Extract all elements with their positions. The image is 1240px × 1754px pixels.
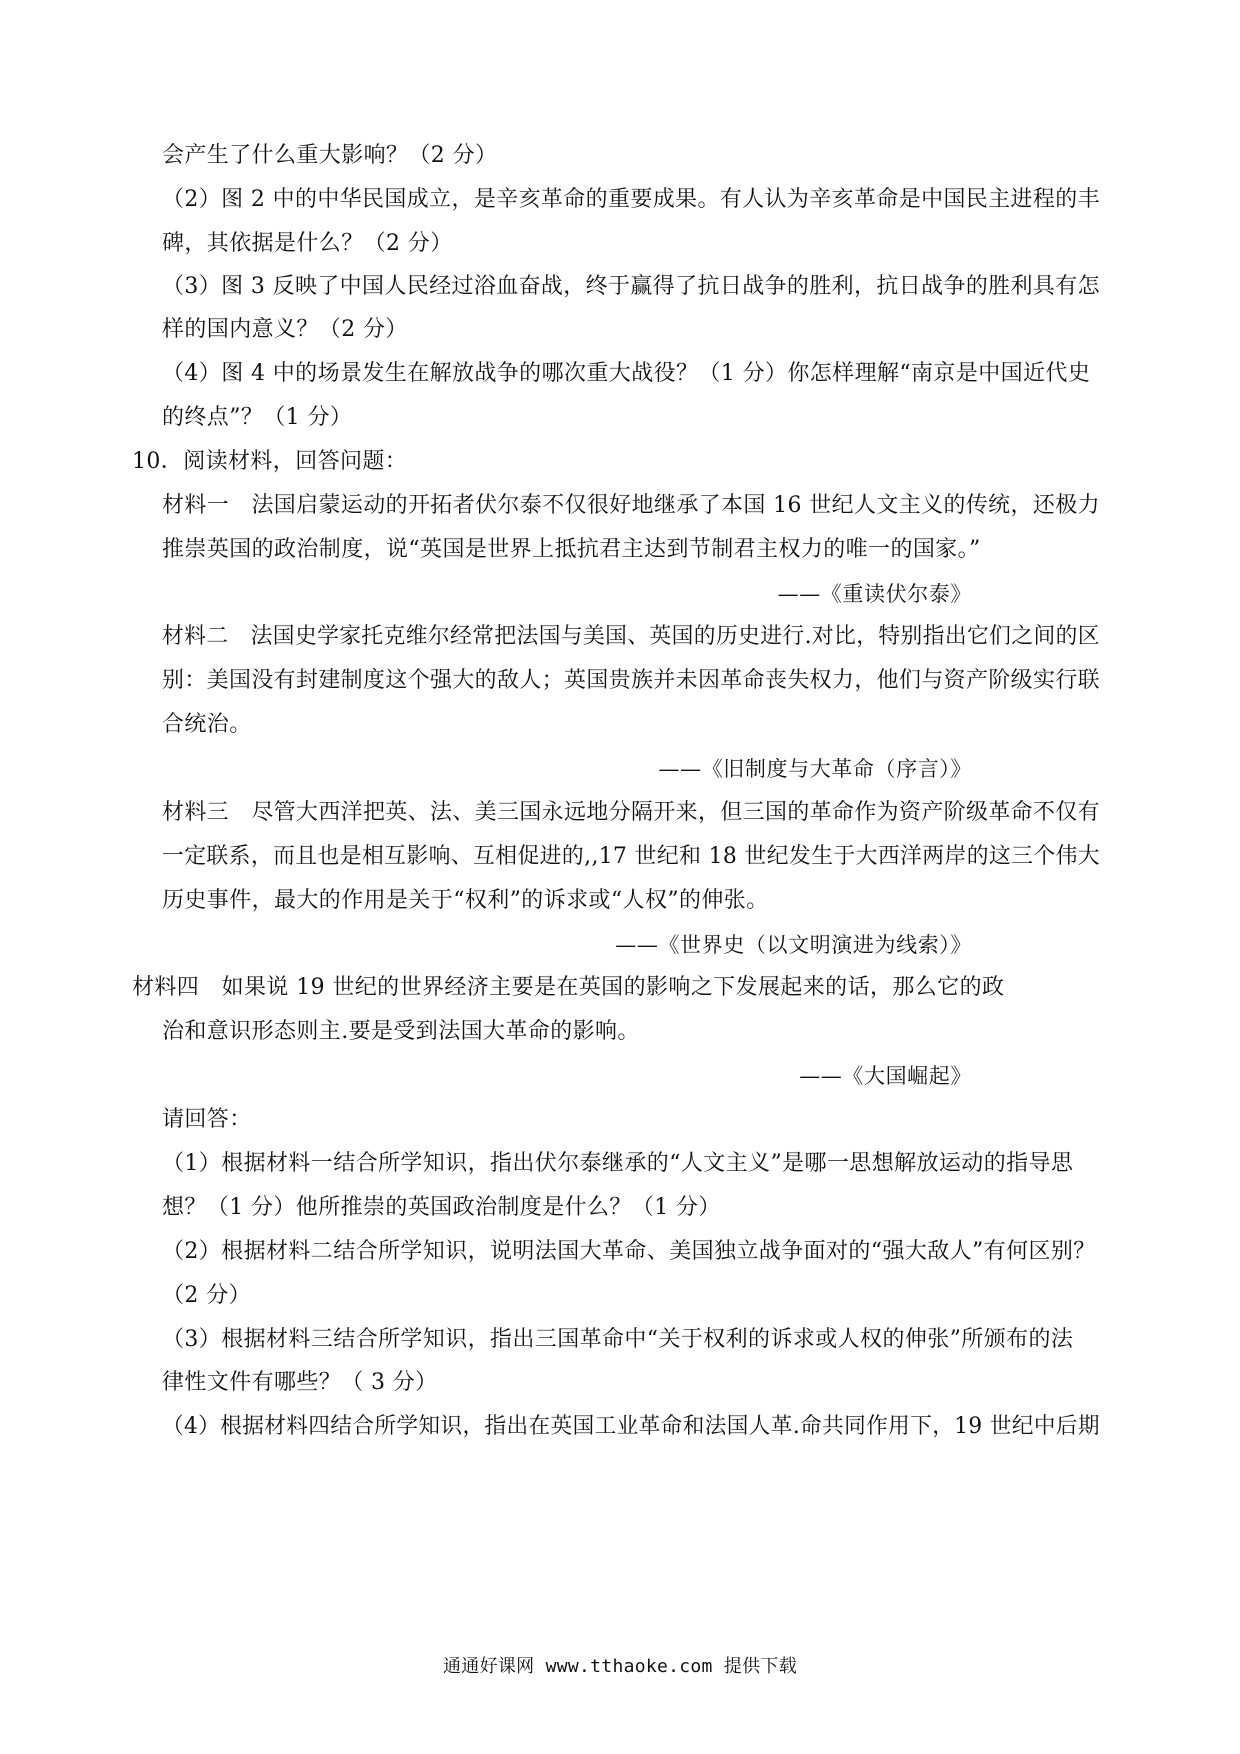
subquestion-line-2: 想？（1 分）他所推崇的英国政治制度是什么？（1 分） xyxy=(162,1195,721,1220)
q9-line-6: （4）图 4 中的场景发生在解放战争的哪次重大战役？（1 分）你怎样理解“南京是中国近代史 xyxy=(162,361,1091,386)
q9-line-2: （2）图 2 中的中华民国成立，是辛亥革命的重要成果。有人认为辛亥革命是中国民主进程的丰 xyxy=(162,187,1100,212)
material4-line-1: 材料四 如果说 19 世纪的世界经济主要是在英国的影响之下发展起来的话，那么它的政 xyxy=(132,975,1005,1000)
subquestion-line-1: （1）根据材料一结合所学知识，指出伏尔泰继承的“人文主义”是哪一思想解放运动的指导思 xyxy=(162,1151,1074,1176)
material3-line-3: 历史事件，最大的作用是关于“权利”的诉求或“人权”的伸张。 xyxy=(162,888,769,913)
material4-source: ——《大国崛起》 xyxy=(799,1064,972,1088)
subquestion-line-6: 律性文件有哪些？（ 3 分） xyxy=(162,1370,438,1395)
q9-line-3: 碑，其依据是什么？（2 分） xyxy=(162,231,453,256)
q9-line-7: 的终点”？（1 分） xyxy=(162,405,353,430)
material2-line-1: 材料二 法国史学家托克维尔经常把法国与美国、英国的历史进行.对比，特别指出它们之间的区 xyxy=(162,624,1100,649)
material3-line-1: 材料三 尽管大西洋把英、法、美三国永远地分隔开来，但三国的革命作为资产阶级革命不仅有 xyxy=(162,800,1100,825)
material1-line-2: 推崇英国的政治制度，说“英国是世界上抵抗君主达到节制君主权力的唯一的国家。” xyxy=(162,537,981,562)
answer-prompt: 请回答： xyxy=(162,1107,252,1132)
material3-line-2: 一定联系，而且也是相互影响、互相促进的,,17 世纪和 18 世纪发生于大西洋两岸的这三个伟大 xyxy=(162,844,1101,869)
material2-source: ——《旧制度与大革命（序言）》 xyxy=(658,757,972,781)
q9-line-4: （3）图 3 反映了中国人民经过浴血奋战，终于赢得了抗日战争的胜利，抗日战争的胜利具有怎 xyxy=(162,274,1100,299)
subquestion-line-7: （4）根据材料四结合所学知识，指出在英国工业革命和法国人革.命共同作用下，19 世纪中后期 xyxy=(162,1414,1100,1439)
subquestion-line-4: （2 分） xyxy=(162,1283,251,1308)
subquestion-line-3: （2）根据材料二结合所学知识，说明法国大革命、美国独立战争面对的“强大敌人”有何区别？ xyxy=(162,1239,1096,1264)
q10-header: 10．阅读材料，回答问题： xyxy=(132,449,408,474)
material4-line-2: 治和意识形态则主.要是受到法国大革命的影响。 xyxy=(162,1019,640,1044)
material2-line-3: 合统治。 xyxy=(162,712,252,737)
page-footer: 通通好课网 www.tthaoke.com 提供下载 xyxy=(442,1656,798,1677)
q9-line-5: 样的国内意义？（2 分） xyxy=(162,317,408,342)
material1-source: ——《重读伏尔泰》 xyxy=(777,582,972,606)
material1-line-1: 材料一 法国启蒙运动的开拓者伏尔泰不仅很好地继承了本国 16 世纪人文主义的传统，还极力 xyxy=(162,493,1100,518)
q9-line-1: 会产生了什么重大影响？（2 分） xyxy=(162,143,498,168)
material2-line-2: 别：美国没有封建制度这个强大的敌人；英国贵族并未因革命丧失权力，他们与资产阶级实行联 xyxy=(162,668,1100,693)
subquestion-line-5: （3）根据材料三结合所学知识，指出三国革命中“关于权利的诉求或人权的伸张”所颁布的法 xyxy=(162,1327,1074,1352)
material3-source: ——《世界史（以文明演进为线索）》 xyxy=(615,933,972,957)
